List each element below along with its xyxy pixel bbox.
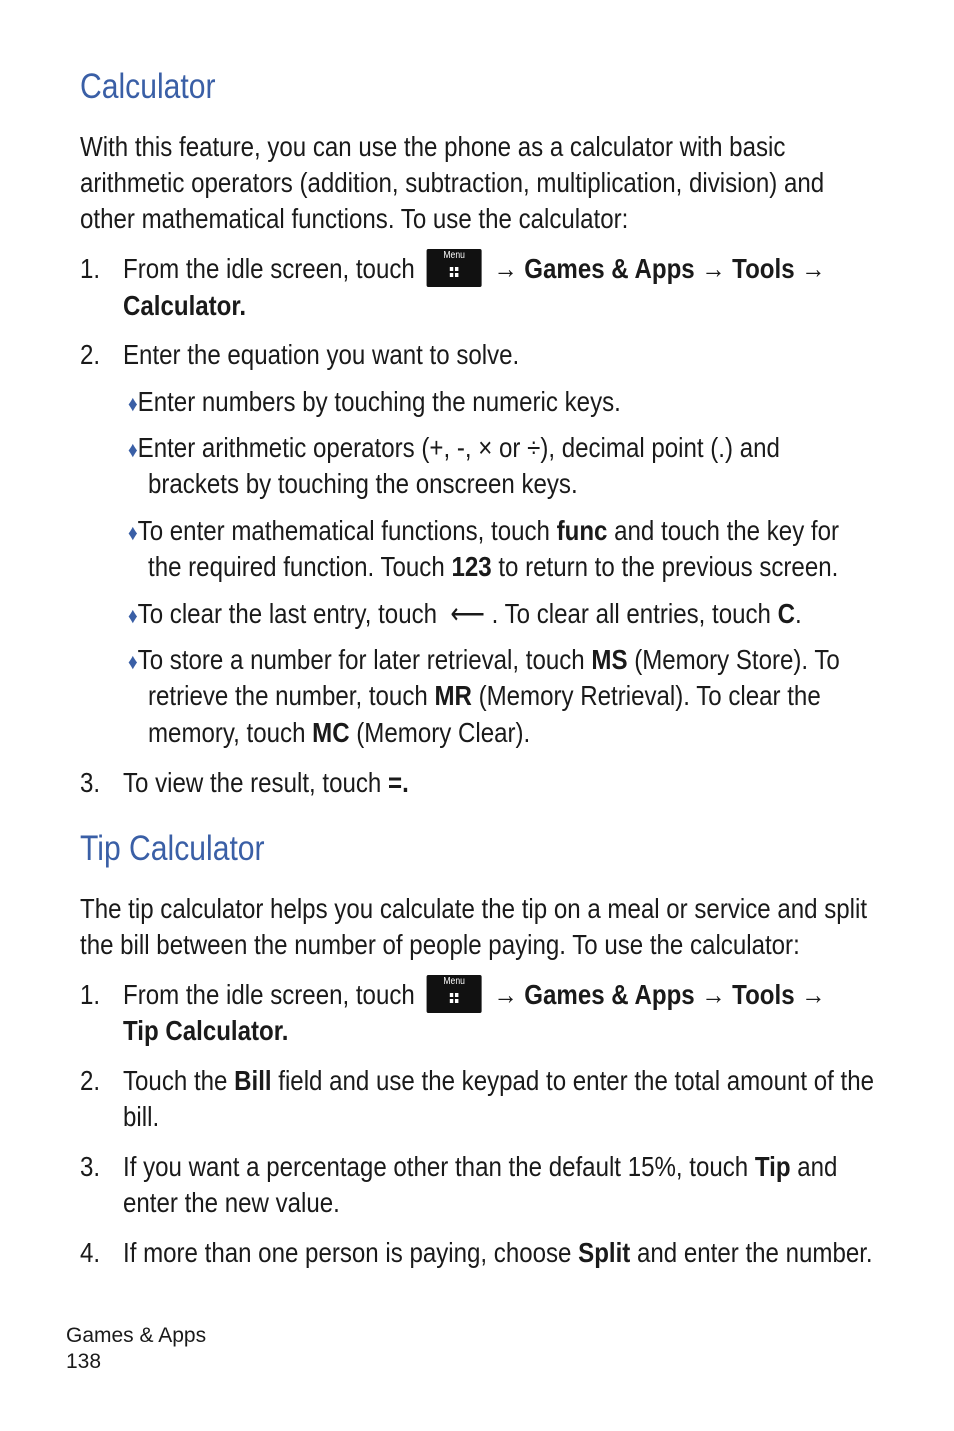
intro-line: other mathematical functions. To use the calculator: — [80, 203, 629, 234]
nav-item: Games & Apps — [524, 253, 695, 284]
step-number: 3. — [80, 767, 101, 798]
step-1-target: Calculator. — [123, 290, 247, 321]
diamond-bullet-icon: ♦ — [128, 603, 138, 628]
intro-line: arithmetic operators (addition, subtraction, multiplication, division) and — [80, 167, 825, 198]
bullet-item: ♦Enter arithmetic operators (+, -, × or ÷), decimal point (.) and — [128, 432, 780, 463]
step-number: 1. — [80, 979, 101, 1010]
bullet-item: ♦Enter numbers by touching the numeric keys. — [128, 386, 621, 417]
menu-key-icon: Menu — [427, 975, 482, 1013]
bullet-item: ♦To store a number for later retrieval, touch MS (Memory Store). To — [128, 644, 840, 675]
bullet-continuation: the required function. Touch 123 to return to the previous screen. — [148, 551, 839, 582]
arrow-icon: → — [701, 253, 726, 284]
step-number: 1. — [80, 253, 101, 284]
step-continuation: bill. — [123, 1101, 160, 1132]
back-arrow-icon: ⟵ — [450, 598, 485, 629]
bullet-continuation: memory, touch MC (Memory Clear). — [148, 717, 531, 748]
diamond-bullet-icon: ♦ — [128, 391, 138, 416]
nav-item: Tools — [732, 253, 795, 284]
arrow-icon: → — [493, 253, 518, 284]
diamond-bullet-icon: ♦ — [128, 649, 138, 674]
bullet-item: ♦To clear the last entry, touch ⟵ . To clear all entries, touch C. — [128, 598, 802, 629]
footer-section-title: Games & Apps — [66, 1324, 207, 1347]
step-2-text: Touch the Bill field and use the keypad to enter the total amount of the — [123, 1065, 874, 1096]
step-3-text: To view the result, touch =. — [123, 767, 409, 798]
step-1-target: Tip Calculator. — [123, 1015, 289, 1046]
diamond-bullet-icon: ♦ — [128, 437, 138, 462]
intro-line: The tip calculator helps you calculate the tip on a meal or service and split — [80, 893, 868, 924]
arrow-icon: → — [801, 253, 826, 284]
step-4-text: If more than one person is paying, choose Split and enter the number. — [123, 1237, 873, 1268]
bullet-item: ♦To enter mathematical functions, touch func and touch the key for — [128, 515, 840, 546]
arrow-icon: → — [493, 979, 518, 1010]
step-number: 2. — [80, 339, 101, 370]
arrow-icon: → — [801, 979, 826, 1010]
step-3-text: If you want a percentage other than the default 15%, touch Tip and — [123, 1151, 838, 1182]
intro-line: the bill between the number of people paying. To use the calculator: — [80, 929, 800, 960]
bullet-continuation: brackets by touching the onscreen keys. — [148, 468, 578, 499]
step-number: 4. — [80, 1237, 101, 1268]
nav-item: Tools — [732, 979, 795, 1010]
arrow-icon: → — [701, 979, 726, 1010]
step-number: 2. — [80, 1065, 101, 1096]
step-1-text — [123, 977, 940, 1016]
intro-line: With this feature, you can use the phone as a calculator with basic — [80, 131, 786, 162]
step-text: From the idle screen, touch — [123, 253, 415, 284]
section-heading-tip-calculator: Tip Calculator — [80, 829, 265, 868]
step-1-text — [123, 251, 940, 290]
diamond-bullet-icon: ♦ — [128, 520, 138, 545]
step-text: From the idle screen, touch — [123, 979, 415, 1010]
menu-key-icon: Menu — [427, 249, 482, 287]
section-heading-calculator: Calculator — [80, 67, 216, 106]
bullet-continuation: retrieve the number, touch MR (Memory Retrieval). To clear the — [148, 680, 821, 711]
page-number: 138 — [66, 1350, 102, 1373]
step-2-text: Enter the equation you want to solve. — [123, 339, 520, 370]
nav-item: Games & Apps — [524, 979, 695, 1010]
step-number: 3. — [80, 1151, 101, 1182]
step-continuation: enter the new value. — [123, 1187, 340, 1218]
